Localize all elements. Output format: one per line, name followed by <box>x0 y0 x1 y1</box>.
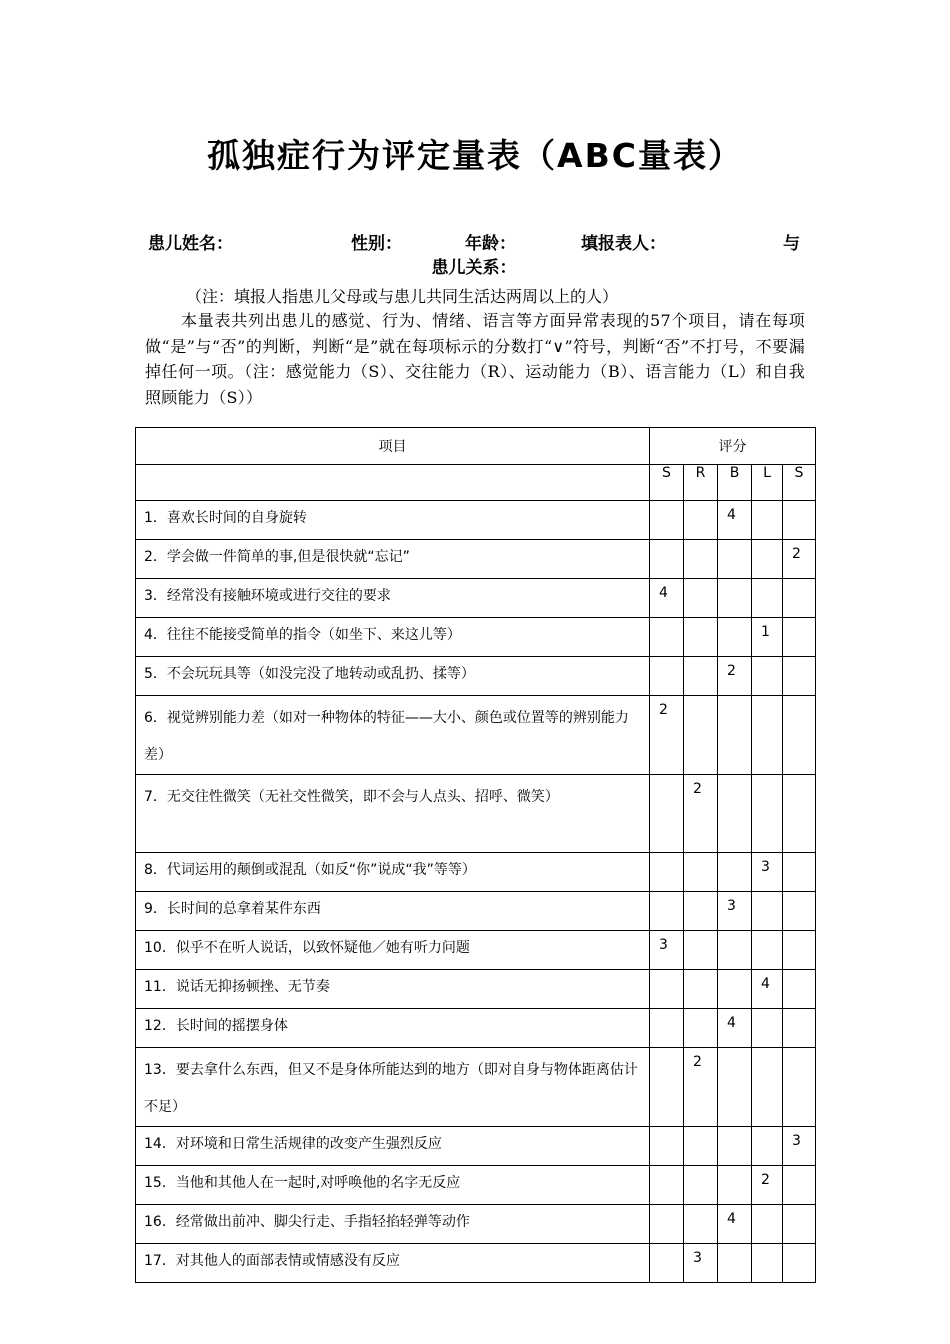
score-cell[interactable] <box>684 540 718 579</box>
score-cell[interactable] <box>718 1048 752 1127</box>
score-cell[interactable] <box>684 618 718 657</box>
column-header-b: B <box>718 465 752 501</box>
item-text: 16．经常做出前冲、脚尖行走、手指轻掐轻弹等动作 <box>136 1205 650 1244</box>
score-cell[interactable] <box>718 1127 752 1166</box>
score-cell[interactable] <box>718 775 752 853</box>
score-cell[interactable] <box>718 1244 752 1283</box>
score-cell[interactable] <box>650 1048 684 1127</box>
header-score: 评分 <box>650 428 816 465</box>
score-cell[interactable] <box>783 696 816 775</box>
item-text: 6．视觉辨别能力差（如对一种物体的特征——大小、颜色或位置等的辨别能力差） <box>136 696 650 775</box>
score-column-header-row <box>136 465 816 501</box>
score-cell[interactable] <box>650 1166 684 1205</box>
score-cell[interactable] <box>684 657 718 696</box>
score-cell[interactable] <box>684 579 718 618</box>
patient-name-label: 患儿姓名： <box>148 234 233 254</box>
score-cell[interactable] <box>684 853 718 892</box>
score-cell[interactable] <box>718 853 752 892</box>
item-text: 2．学会做一件简单的事,但是很快就“忘记” <box>136 540 650 579</box>
score-cell[interactable] <box>783 618 816 657</box>
table-row <box>136 1244 816 1283</box>
score-cell[interactable]: 1 <box>752 618 783 657</box>
table-row <box>136 657 816 696</box>
score-cell[interactable]: 2 <box>783 540 816 579</box>
score-cell[interactable] <box>718 1166 752 1205</box>
relation-label-part2: 患儿关系： <box>431 258 517 278</box>
score-cell[interactable] <box>783 1048 816 1127</box>
item-text: 11．说话无抑扬顿挫、无节奏 <box>136 970 650 1009</box>
score-cell[interactable] <box>650 853 684 892</box>
column-header-s: S <box>650 465 684 501</box>
item-text: 17．对其他人的面部表情或情感没有反应 <box>136 1244 650 1283</box>
table-row <box>136 970 816 1009</box>
table-row <box>136 1009 816 1048</box>
table-row <box>136 696 816 775</box>
score-cell[interactable]: 3 <box>650 931 684 970</box>
score-cell[interactable] <box>752 1048 783 1127</box>
score-cell[interactable] <box>718 696 752 775</box>
score-cell[interactable] <box>650 1009 684 1048</box>
score-cell[interactable] <box>783 1205 816 1244</box>
table-row <box>136 1127 816 1166</box>
item-text: 9．长时间的总拿着某件东西 <box>136 892 650 931</box>
score-cell[interactable] <box>752 775 783 853</box>
table-row <box>136 853 816 892</box>
score-cell[interactable] <box>752 657 783 696</box>
score-cell[interactable] <box>650 501 684 540</box>
table-row <box>136 775 816 853</box>
table-row <box>136 1048 816 1127</box>
score-cell[interactable]: 2 <box>684 775 718 853</box>
table-row <box>136 618 816 657</box>
score-cell[interactable] <box>684 1127 718 1166</box>
item-text: 12．长时间的摇摆身体 <box>136 1009 650 1048</box>
score-cell[interactable] <box>650 1127 684 1166</box>
item-text: 8．代词运用的颠倒或混乱（如反“你”说成“我”等等） <box>136 853 650 892</box>
score-cell[interactable] <box>783 1009 816 1048</box>
score-cell[interactable] <box>752 696 783 775</box>
score-cell[interactable] <box>718 579 752 618</box>
score-cell[interactable] <box>752 931 783 970</box>
item-text: 13．要去拿什么东西，但又不是身体所能达到的地方（即对自身与物体距离估计不足） <box>136 1048 650 1127</box>
header-item-blank <box>136 465 650 501</box>
score-cell[interactable] <box>650 970 684 1009</box>
score-cell[interactable]: 4 <box>752 970 783 1009</box>
item-text: 10．似乎不在听人说话，以致怀疑他／她有听力问题 <box>136 931 650 970</box>
score-cell[interactable] <box>718 540 752 579</box>
intro-paragraph: 本量表共列出患儿的感觉、行为、情绪、语言等方面异常表现的57个项目，请在每项做“是”与“否”的判断，判断“是”就在每项标示的分数打“∨”符号，判断“否”不打号，不要漏掉任何一项。（注：感觉能力（S）、交往能力（R）、运动能力（B）、语言能力（L）和自我照顾能力（S）） <box>145 311 805 407</box>
age-label: 年龄： <box>465 234 516 254</box>
column-header-r: R <box>684 465 718 501</box>
score-cell[interactable] <box>650 1205 684 1244</box>
item-text: 3．经常没有接触环境或进行交往的要求 <box>136 579 650 618</box>
score-cell[interactable] <box>752 501 783 540</box>
score-cell[interactable] <box>650 892 684 931</box>
score-cell[interactable] <box>783 501 816 540</box>
score-cell[interactable]: 3 <box>718 892 752 931</box>
score-cell[interactable] <box>684 1205 718 1244</box>
item-text: 5．不会玩玩具等（如没完没了地转动或乱扔、揉等） <box>136 657 650 696</box>
item-text: 15．当他和其他人在一起时,对呼唤他的名字无反应 <box>136 1166 650 1205</box>
table-row <box>136 501 816 540</box>
score-cell[interactable] <box>684 931 718 970</box>
gender-label: 性别： <box>351 234 402 254</box>
score-cell[interactable]: 2 <box>650 696 684 775</box>
score-cell[interactable] <box>783 775 816 853</box>
score-cell[interactable] <box>650 657 684 696</box>
score-cell[interactable] <box>684 501 718 540</box>
table-row <box>136 579 816 618</box>
score-cell[interactable]: 3 <box>684 1244 718 1283</box>
score-cell[interactable]: 2 <box>718 657 752 696</box>
score-cell[interactable] <box>684 892 718 931</box>
table-row <box>136 1166 816 1205</box>
score-cell[interactable] <box>650 618 684 657</box>
score-cell[interactable] <box>783 657 816 696</box>
score-cell[interactable] <box>650 775 684 853</box>
score-cell[interactable] <box>752 1205 783 1244</box>
score-cell[interactable]: 3 <box>752 853 783 892</box>
document-title: 孤独症行为评定量表（ABC量表） <box>207 136 743 175</box>
item-text: 1．喜欢长时间的自身旋转 <box>136 501 650 540</box>
score-cell[interactable] <box>752 579 783 618</box>
score-cell[interactable] <box>783 931 816 970</box>
reporter-note: （注：填报人指患儿父母或与患儿共同生活达两周以上的人） <box>186 287 619 306</box>
score-cell[interactable] <box>684 970 718 1009</box>
score-cell[interactable] <box>718 970 752 1009</box>
score-cell[interactable] <box>783 853 816 892</box>
score-cell[interactable] <box>783 1244 816 1283</box>
score-cell[interactable] <box>718 931 752 970</box>
relation-label-part1: 与 <box>783 234 800 254</box>
score-cell[interactable] <box>783 579 816 618</box>
score-cell[interactable] <box>650 1244 684 1283</box>
patient-info-fields <box>148 232 800 280</box>
score-cell[interactable]: 4 <box>718 1009 752 1048</box>
table-row <box>136 1205 816 1244</box>
score-cell[interactable] <box>684 1166 718 1205</box>
score-cell[interactable]: 4 <box>718 1205 752 1244</box>
score-cell[interactable]: 2 <box>684 1048 718 1127</box>
column-header-l: L <box>752 465 783 501</box>
score-cell[interactable] <box>752 540 783 579</box>
table-row <box>136 931 816 970</box>
reporter-label: 填报表人： <box>581 234 666 254</box>
score-cell[interactable]: 4 <box>650 579 684 618</box>
score-cell[interactable] <box>752 892 783 931</box>
score-cell[interactable] <box>718 618 752 657</box>
item-text: 7．无交往性微笑（无社交性微笑，即不会与人点头、招呼、微笑） <box>136 775 650 853</box>
item-text: 4．往往不能接受简单的指令（如坐下、来这儿等） <box>136 618 650 657</box>
item-text: 14．对环境和日常生活规律的改变产生强烈反应 <box>136 1127 650 1166</box>
score-cell[interactable] <box>783 1166 816 1205</box>
header-item: 项目 <box>136 428 650 465</box>
score-cell[interactable]: 3 <box>783 1127 816 1166</box>
score-cell[interactable] <box>650 540 684 579</box>
score-cell[interactable] <box>752 1009 783 1048</box>
score-cell[interactable] <box>783 970 816 1009</box>
abc-scale-table <box>135 427 816 1283</box>
score-cell[interactable] <box>783 892 816 931</box>
score-cell[interactable] <box>752 1127 783 1166</box>
score-cell[interactable]: 2 <box>752 1166 783 1205</box>
table-row <box>136 892 816 931</box>
table-row <box>136 540 816 579</box>
score-cell[interactable] <box>752 1244 783 1283</box>
score-cell[interactable] <box>684 696 718 775</box>
score-cell[interactable] <box>684 1009 718 1048</box>
column-header-s2: S <box>783 465 816 501</box>
score-cell[interactable]: 4 <box>718 501 752 540</box>
